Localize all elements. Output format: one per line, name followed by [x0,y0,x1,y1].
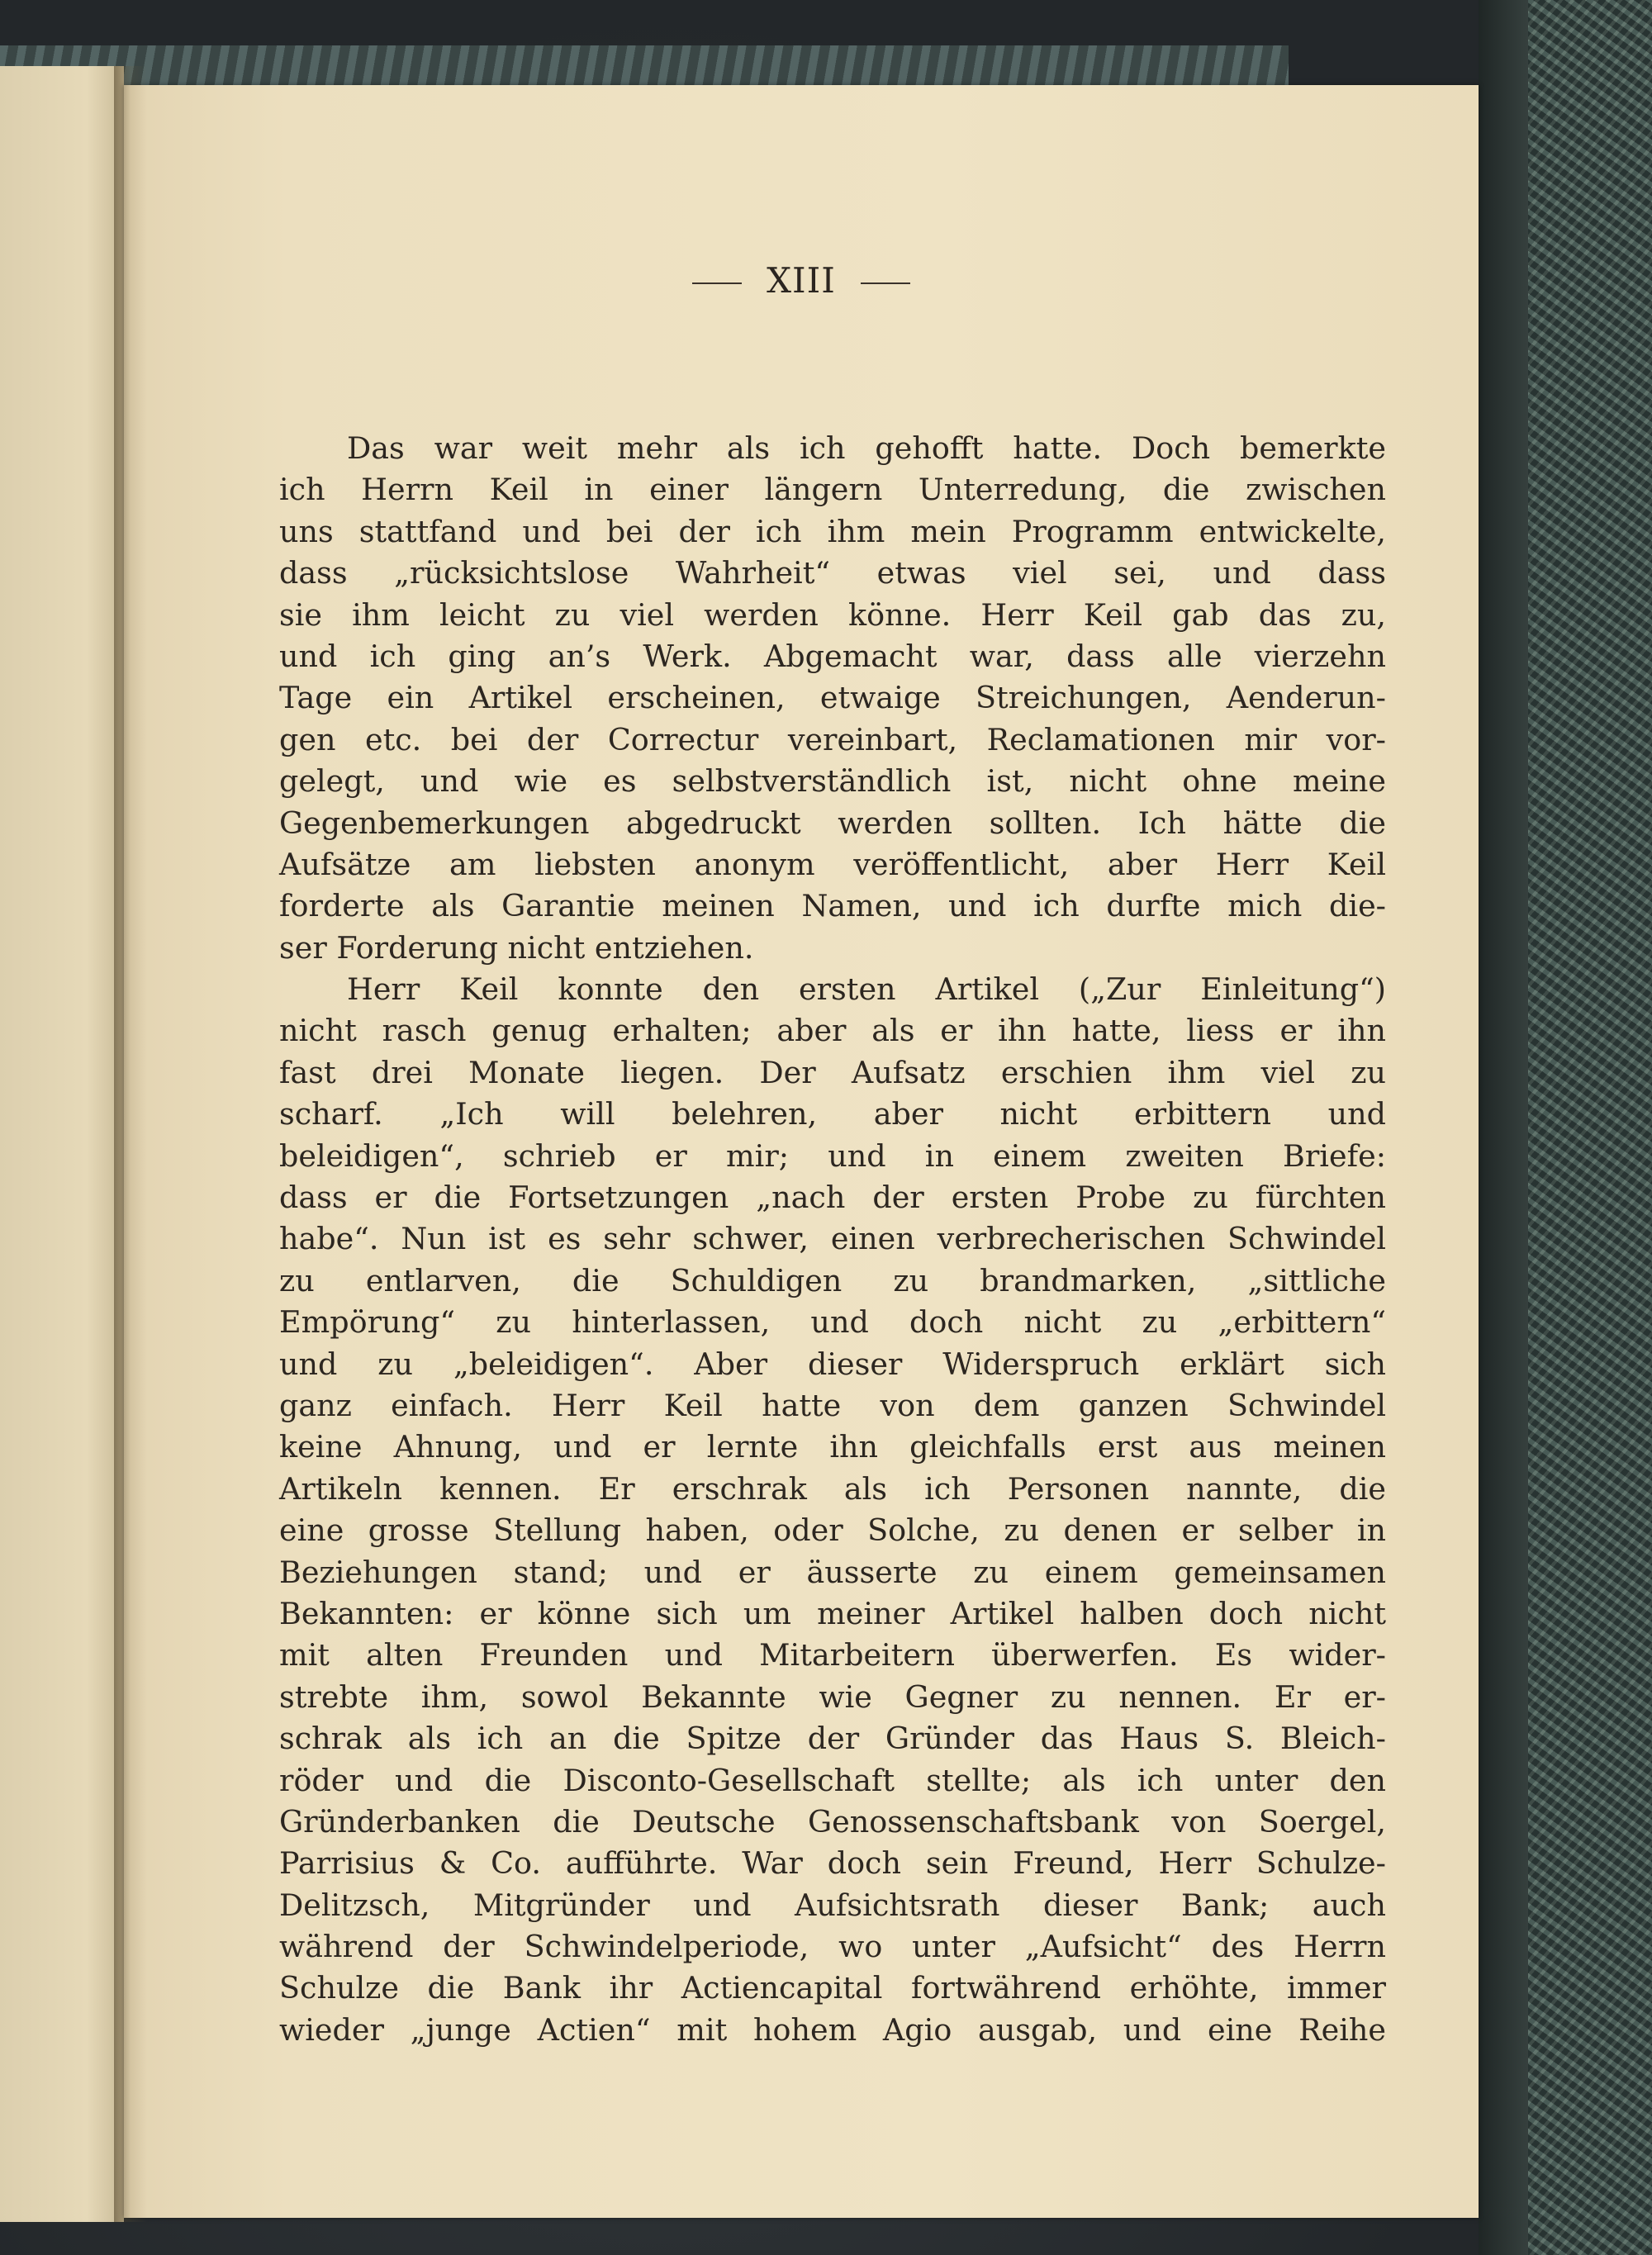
text-line: beleidigen“, schrieb er mir; und in einem zweiten Briefe: [279,1137,1386,1174]
text-line: Bekannten: er könne sich um meiner Artikel halben doch nicht [279,1595,1386,1631]
page-number: XIII [767,260,836,301]
text-line: Gründerbanken die Deutsche Genossenschaftsbank von Soergel, [279,1803,1386,1840]
text-line: schrak als ich an die Spitze der Gründer das Haus S. Bleich- [279,1721,1386,1757]
text-line: dass „rücksichtslose Wahrheit“ etwas viel sei, und dass [279,555,1386,591]
body-text [279,428,1386,2051]
text-line: uns stattfand und bei der ich ihm mein Programm entwickelte, [279,513,1386,549]
text-line: Beziehungen stand; und er äusserte zu einem gemeinsamen [279,1554,1386,1590]
text-line: habe“. Nun ist es sehr schwer, einen verbrecherischen Schwindel [279,1221,1386,1257]
text-line: Artikeln kennen. Er erschrak als ich Personen nannte, die [279,1470,1386,1507]
text-line: Parrisius & Co. aufführte. War doch sein Freund, Herr Schulze- [279,1845,1386,1882]
text-line: dass er die Fortsetzungen „nach der ersten Probe zu fürchten [279,1180,1386,1216]
text-line: eine grosse Stellung haben, oder Solche, zu denen er selber in [279,1512,1386,1549]
text-line: keine Ahnung, und er lernte ihn gleichfalls erst aus meinen [279,1429,1386,1465]
text-line: Aufsätze am liebsten anonym veröffentlicht, aber Herr Keil [279,846,1386,882]
header-dash-right [861,282,910,284]
page-header [124,260,1479,301]
text-line: gen etc. bei der Correctur vereinbart, Reclamationen mir vor- [279,721,1386,757]
text-line: Delitzsch, Mitgründer und Aufsichtsrath dieser Bank; auch [279,1887,1386,1923]
text-line: ich Herrn Keil in einer längern Unterredung, die zwischen [279,472,1386,508]
text-line: während der Schwindelperiode, wo unter „Aufsicht“ des Herrn [279,1929,1386,1965]
text-line: Das war weit mehr als ich gehofft hatte. Doch bemerkte [347,430,1386,466]
text-line: röder und die Disconto-Gesellschaft stellte; als ich unter den [279,1762,1386,1798]
text-line: strebte ihm, sowol Bekannte wie Gegner zu nennen. Er er- [279,1678,1386,1715]
text-line: wieder „junge Actien“ mit hohem Agio ausgab, und eine Reihe [279,2011,1386,2048]
text-line: ganz einfach. Herr Keil hatte von dem ganzen Schwindel [279,1387,1386,1423]
text-line: zu entlarven, die Schuldigen zu brandmarken, „sittliche [279,1262,1386,1298]
text-line: Tage ein Artikel erscheinen, etwaige Streichungen, Aenderun- [279,680,1386,716]
text-line: forderte als Garantie meinen Namen, und ich durfte mich die- [279,888,1386,924]
page-gutter-shadow [114,66,147,2222]
text-line: gelegt, und wie es selbstverständlich ist, nicht ohne meine [279,763,1386,800]
text-line: und zu „beleidigen“. Aber dieser Widerspruch erklärt sich [279,1346,1386,1382]
text-line: Gegenbemerkungen abgedruckt werden sollten. Ich hätte die [279,805,1386,841]
text-line: Herr Keil konnte den ersten Artikel („Zur Einleitung“) [347,971,1386,1008]
text-line: mit alten Freunden und Mitarbeitern überwerfen. Es wider- [279,1637,1386,1673]
text-line: scharf. „Ich will belehren, aber nicht erbittern und [279,1096,1386,1132]
book-cover-inner [1479,0,1528,2255]
text-line: nicht rasch genug erhalten; aber als er ihn hatte, liess er ihn [279,1013,1386,1049]
text-line: sie ihm leicht zu viel werden könne. Herr Keil gab das zu, [279,596,1386,633]
book-page [124,85,1479,2218]
text-line: und ich ging an’s Werk. Abgemacht war, dass alle vierzehn [279,638,1386,674]
text-line: ser Forderung nicht entziehen. [279,929,754,966]
left-facing-page [0,66,124,2222]
text-line: Schulze die Bank ihr Actiencapital fortwährend erhöhte, immer [279,1970,1386,2006]
binding-strip [0,45,1289,91]
text-line: Empörung“ zu hinterlassen, und doch nicht zu „erbittern“ [279,1304,1386,1341]
text-line: fast drei Monate liegen. Der Aufsatz erschien ihm viel zu [279,1054,1386,1090]
header-dash-left [692,282,742,284]
